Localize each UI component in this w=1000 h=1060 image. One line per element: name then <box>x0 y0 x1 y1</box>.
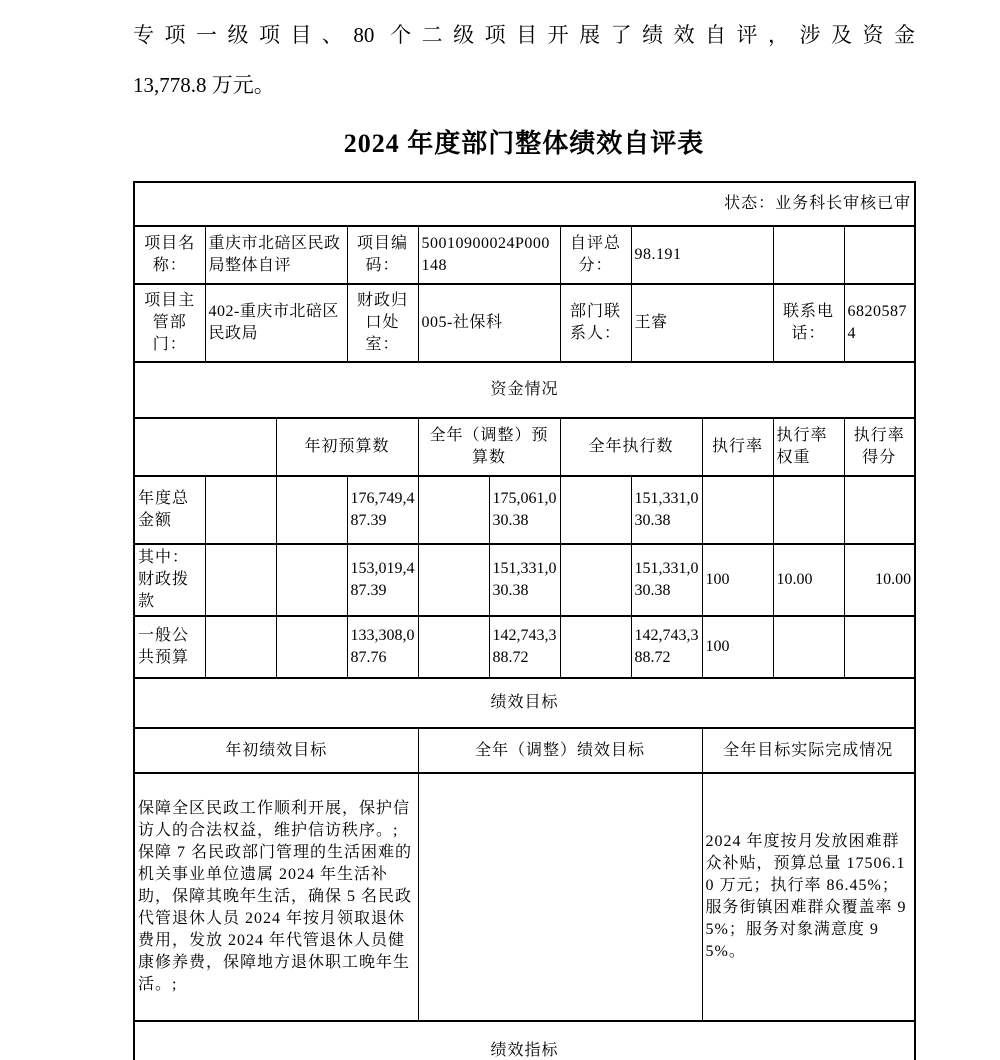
funds-row-total-spacer-3 <box>418 476 489 544</box>
funds-row-public-score <box>844 616 915 678</box>
project-name-label: 项目名称： <box>134 226 205 284</box>
funds-section-title: 资金情况 <box>134 362 915 418</box>
funds-row-fiscal-weight: 10.00 <box>773 544 844 616</box>
funds-header-weight: 执行率权重 <box>773 418 844 476</box>
goals-completion-text: 2024 年度按月发放困难群众补贴，预算总量 17506.10 万元；执行率 86.45%；服务街镇困难群众覆盖率 95%；服务对象满意度 95%。 <box>702 773 915 1021</box>
project-code-label: 项目编码： <box>347 226 418 284</box>
funds-row-public-budget <box>134 616 915 678</box>
funds-row-total-label: 年度总金额 <box>134 476 205 544</box>
goals-header-adjusted: 全年（调整）绩效目标 <box>418 728 702 773</box>
project-name-value: 重庆市北碚区民政局整体自评 <box>205 226 347 284</box>
contact-phone-value: 68205874 <box>844 284 915 362</box>
finance-office-label: 财政归口处室： <box>347 284 418 362</box>
goals-header-row <box>134 728 915 773</box>
funds-row-public-initial: 133,308,087.76 <box>347 616 418 678</box>
contact-phone-label: 联系电话： <box>773 284 844 362</box>
funds-row-public-adjusted: 142,743,388.72 <box>489 616 560 678</box>
funds-row-public-spacer-4 <box>560 616 631 678</box>
status-badge: 状态：业务科长审核已审 <box>134 182 915 226</box>
funds-row-total-spacer-1 <box>205 476 276 544</box>
funds-row-total-initial: 176,749,487.39 <box>347 476 418 544</box>
evaluation-form-table <box>133 181 916 1060</box>
funds-header-initial: 年初预算数 <box>276 418 418 476</box>
funds-row-total-adjusted: 175,061,030.38 <box>489 476 560 544</box>
funds-header-rate: 执行率 <box>702 418 773 476</box>
project-code-value: 50010900024P000148 <box>418 226 560 284</box>
funds-row-total-spacer-4 <box>560 476 631 544</box>
goals-initial-text: 保障全区民政工作顺利开展，保护信访人的合法权益，维护信访秩序。;保障 7 名民政部门管理的生活困难的机关事业单位遗属 2024 年生活补助，保障其晚年生活，确保 5 名民政代管退休人员 2024 年按月领取退休费用，发放 2024 年代管退休人员健康修养费，保障地方退休职工晚年生活。; <box>134 773 418 1021</box>
page-title: 2024 年度部门整体绩效自评表 <box>343 129 705 158</box>
funds-header-row <box>134 418 915 476</box>
goals-adjusted-text <box>418 773 702 1021</box>
funds-row-fiscal-initial: 153,019,487.39 <box>347 544 418 616</box>
funds-row-fiscal-adjusted: 151,331,030.38 <box>489 544 560 616</box>
goals-header-completion: 全年目标实际完成情况 <box>702 728 915 773</box>
info-row-department <box>134 284 915 362</box>
funds-row-fiscal-spacer-1 <box>205 544 276 616</box>
indicators-section-row <box>134 1021 915 1060</box>
funds-row-public-spacer-2 <box>276 616 347 678</box>
funds-row-total-score <box>844 476 915 544</box>
contact-person-value: 王睿 <box>631 284 773 362</box>
funds-row-total-spacer-2 <box>276 476 347 544</box>
supervisor-dept-label: 项目主管部门： <box>134 284 205 362</box>
intro-line-1: 专项一级项目、80 个二级项目开展了绩效自评，涉及资金 <box>133 23 915 47</box>
self-score-value: 98.191 <box>631 226 773 284</box>
funds-row-public-rate: 100 <box>702 616 773 678</box>
funds-header-adjusted: 全年（调整）预算数 <box>418 418 560 476</box>
goals-section-row <box>134 678 915 728</box>
finance-office-value: 005-社保科 <box>418 284 560 362</box>
funds-row-fiscal-label: 其中：财政拨款 <box>134 544 205 616</box>
funds-row-total-rate <box>702 476 773 544</box>
goals-header-initial: 年初绩效目标 <box>134 728 418 773</box>
funds-row-fiscal-executed: 151,331,030.38 <box>631 544 702 616</box>
contact-person-label: 部门联系人： <box>560 284 631 362</box>
info-row1-empty-2 <box>844 226 915 284</box>
goals-content-row <box>134 773 915 1021</box>
indicators-section-title: 绩效指标 <box>134 1021 915 1060</box>
info-row-project <box>134 226 915 284</box>
funds-row-total <box>134 476 915 544</box>
funds-row-fiscal-spacer-3 <box>418 544 489 616</box>
funds-header-empty <box>134 418 276 476</box>
funds-row-total-weight <box>773 476 844 544</box>
funds-row-fiscal <box>134 544 915 616</box>
funds-row-public-label: 一般公共预算 <box>134 616 205 678</box>
funds-row-public-executed: 142,743,388.72 <box>631 616 702 678</box>
funds-section-row <box>134 362 915 418</box>
supervisor-dept-value: 402-重庆市北碚区民政局 <box>205 284 347 362</box>
funds-row-fiscal-rate: 100 <box>702 544 773 616</box>
funds-row-total-executed: 151,331,030.38 <box>631 476 702 544</box>
funds-row-public-spacer-1 <box>205 616 276 678</box>
funds-row-public-weight <box>773 616 844 678</box>
funds-row-fiscal-score: 10.00 <box>844 544 915 616</box>
self-score-label: 自评总分： <box>560 226 631 284</box>
funds-row-fiscal-spacer-2 <box>276 544 347 616</box>
funds-row-public-spacer-3 <box>418 616 489 678</box>
funds-row-fiscal-spacer-4 <box>560 544 631 616</box>
intro-paragraph <box>133 10 915 110</box>
funds-header-score: 执行率得分 <box>844 418 915 476</box>
funds-header-executed: 全年执行数 <box>560 418 702 476</box>
info-row1-empty-1 <box>773 226 844 284</box>
intro-line-2: 13,778.8 万元。 <box>133 73 275 97</box>
status-row <box>134 182 915 226</box>
goals-section-title: 绩效目标 <box>134 678 915 728</box>
